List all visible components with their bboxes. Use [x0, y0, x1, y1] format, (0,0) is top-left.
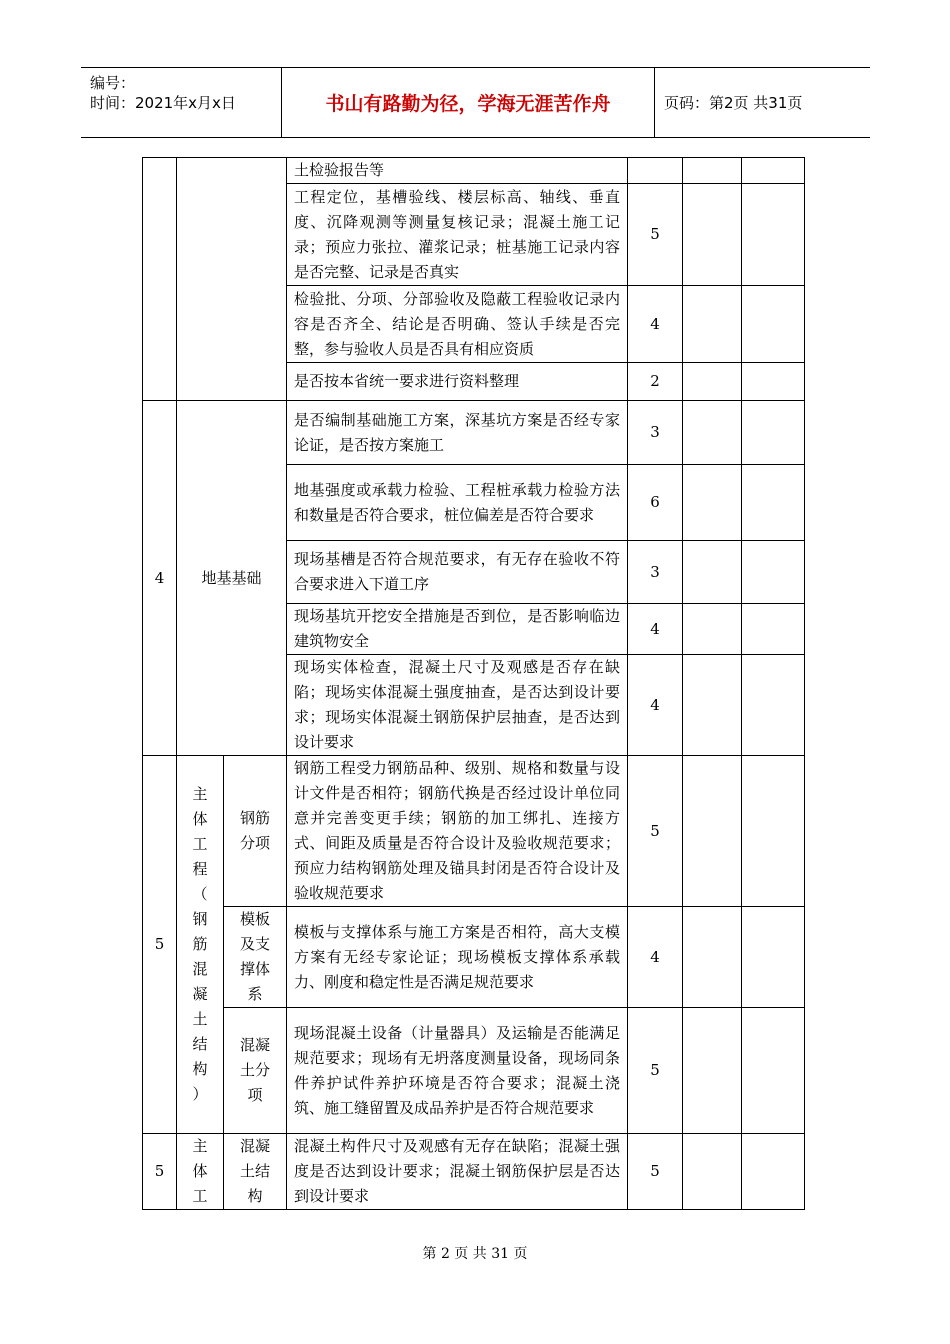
item-desc: 是否按本省统一要求进行资料整理: [287, 363, 628, 401]
section-number: 4: [143, 401, 177, 756]
number-label: 编号：: [90, 74, 136, 92]
item-score: 4: [628, 604, 683, 655]
cell-blank: [683, 907, 742, 1008]
cell-blank: [683, 756, 742, 907]
item-desc: 现场基坑开挖安全措施是否到位，是否影响临边建筑物安全: [287, 604, 628, 655]
sub-category-label: 钢筋分项: [239, 809, 270, 852]
item-desc: 是否编制基础施工方案，深基坑方案是否经专家论证，是否按方案施工: [287, 401, 628, 465]
section-category: 地基基础: [177, 401, 287, 756]
item-score: [628, 158, 683, 184]
vertical-char: 程: [192, 860, 208, 878]
item-score: 3: [628, 401, 683, 465]
item-desc: 钢筋工程受力钢筋品种、级别、规格和数量与设计文件是否相符；钢筋代换是否经过设计单位同意并完善变更手续；钢筋的加工绑扎、连接方式、间距及质量是否符合设计及验收规范要求；预应力结构钢筋处理及锚具封闭是否符合设计及验收规范要求: [287, 756, 628, 907]
cell-blank: [683, 655, 742, 756]
cell-blank: [177, 158, 287, 401]
cell-blank: [683, 401, 742, 465]
sub-category-label: 混凝土结构: [239, 1137, 270, 1205]
item-score: 4: [628, 907, 683, 1008]
item-score: 5: [628, 1134, 683, 1210]
cell-blank: [683, 363, 742, 401]
cell-blank: [683, 286, 742, 363]
vertical-text: [177, 1134, 223, 1209]
cell-blank: [683, 465, 742, 541]
table-row: [143, 158, 805, 184]
cell-blank: [742, 465, 805, 541]
vertical-char: 凝: [192, 985, 208, 1003]
sub-category-label: 混凝土分项: [239, 1036, 270, 1104]
vertical-char: 主: [192, 785, 208, 803]
sub-category-label: 模板及支撑体系: [239, 910, 270, 1003]
cell-blank: [742, 541, 805, 604]
inspection-table: [142, 157, 805, 1210]
item-desc: 模板与支撑体系与施工方案是否相符，高大支模方案有无经专家论证；现场模板支撑体系承载力、刚度和稳定性是否满足规范要求: [287, 907, 628, 1008]
cell-blank: [742, 401, 805, 465]
cell-blank: [143, 158, 177, 401]
cell-blank: [742, 363, 805, 401]
vertical-char: 工: [192, 835, 208, 853]
header-page-label: 页码：第2页 共31页: [664, 94, 803, 112]
item-score: 3: [628, 541, 683, 604]
cell-blank: [683, 1008, 742, 1134]
item-score: 4: [628, 655, 683, 756]
section-category-vertical: [177, 756, 224, 1134]
header-motto: 书山有路勤为径，学海无涯苦作舟: [281, 68, 655, 137]
table-row: [143, 907, 805, 1008]
time-label: 时间：2021年x月x日: [90, 94, 236, 112]
cell-blank: [683, 1134, 742, 1210]
cell-blank: [742, 1008, 805, 1134]
vertical-char: 工: [192, 1187, 208, 1205]
item-score: 5: [628, 756, 683, 907]
sub-category: [224, 1134, 287, 1210]
section-category-vertical: [177, 1134, 224, 1210]
item-desc: 土检验报告等: [287, 158, 628, 184]
item-desc: 现场基槽是否符合规范要求，有无存在验收不符合要求进入下道工序: [287, 541, 628, 604]
vertical-char: ）: [192, 1085, 208, 1103]
header-meta: [81, 68, 281, 137]
section-number: 5: [143, 1134, 177, 1210]
vertical-char: 主: [192, 1137, 208, 1155]
cell-blank: [742, 286, 805, 363]
item-score: 6: [628, 465, 683, 541]
sub-category: [224, 756, 287, 907]
vertical-text: [177, 782, 223, 1107]
item-desc: 混凝土构件尺寸及观感有无存在缺陷；混凝土强度是否达到设计要求；混凝土钢筋保护层是否达到设计要求: [287, 1134, 628, 1210]
page-header: [81, 67, 870, 138]
vertical-char: 结: [192, 1035, 208, 1053]
item-score: 2: [628, 363, 683, 401]
item-desc: 现场实体检查，混凝土尺寸及观感是否存在缺陷；现场实体混凝土强度抽查，是否达到设计要求；现场实体混凝土钢筋保护层抽查，是否达到设计要求: [287, 655, 628, 756]
vertical-char: 体: [192, 810, 208, 828]
page-footer: 第 2 页 共 31 页: [422, 1246, 528, 1262]
item-score: 5: [628, 184, 683, 286]
table-row: [143, 1008, 805, 1134]
item-score: 4: [628, 286, 683, 363]
vertical-char: （: [192, 885, 208, 903]
cell-blank: [683, 604, 742, 655]
cell-blank: [742, 184, 805, 286]
item-score: 5: [628, 1008, 683, 1134]
cell-blank: [742, 604, 805, 655]
sub-category: [224, 1008, 287, 1134]
sub-category: [224, 907, 287, 1008]
vertical-char: 土: [192, 1010, 208, 1028]
cell-blank: [742, 158, 805, 184]
vertical-char: 钢: [192, 910, 208, 928]
cell-blank: [742, 1134, 805, 1210]
vertical-char: 筋: [192, 935, 208, 953]
item-desc: 现场混凝土设备（计量器具）及运输是否能满足规范要求；现场有无坍落度测量设备，现场同条件养护试件养护环境是否符合要求；混凝土浇筑、施工缝留置及成品养护是否符合规范要求: [287, 1008, 628, 1134]
cell-blank: [742, 655, 805, 756]
section-number: 5: [143, 756, 177, 1134]
vertical-char: 体: [192, 1162, 208, 1180]
item-desc: 工程定位，基槽验线、楼层标高、轴线、垂直度、沉降观测等测量复核记录；混凝土施工记录；预应力张拉、灌浆记录；桩基施工记录内容是否完整、记录是否真实: [287, 184, 628, 286]
vertical-char: 混: [192, 960, 208, 978]
cell-blank: [742, 756, 805, 907]
cell-blank: [683, 158, 742, 184]
vertical-char: 构: [192, 1060, 208, 1078]
cell-blank: [742, 907, 805, 1008]
table-row: [143, 401, 805, 465]
item-desc: 检验批、分项、分部验收及隐蔽工程验收记录内容是否齐全、结论是否明确、签认手续是否完整，参与验收人员是否具有相应资质: [287, 286, 628, 363]
table-row: [143, 756, 805, 907]
cell-blank: [683, 541, 742, 604]
table-row: [143, 1134, 805, 1210]
item-desc: 地基强度或承载力检验、工程桩承载力检验方法和数量是否符合要求，桩位偏差是否符合要求: [287, 465, 628, 541]
cell-blank: [683, 184, 742, 286]
